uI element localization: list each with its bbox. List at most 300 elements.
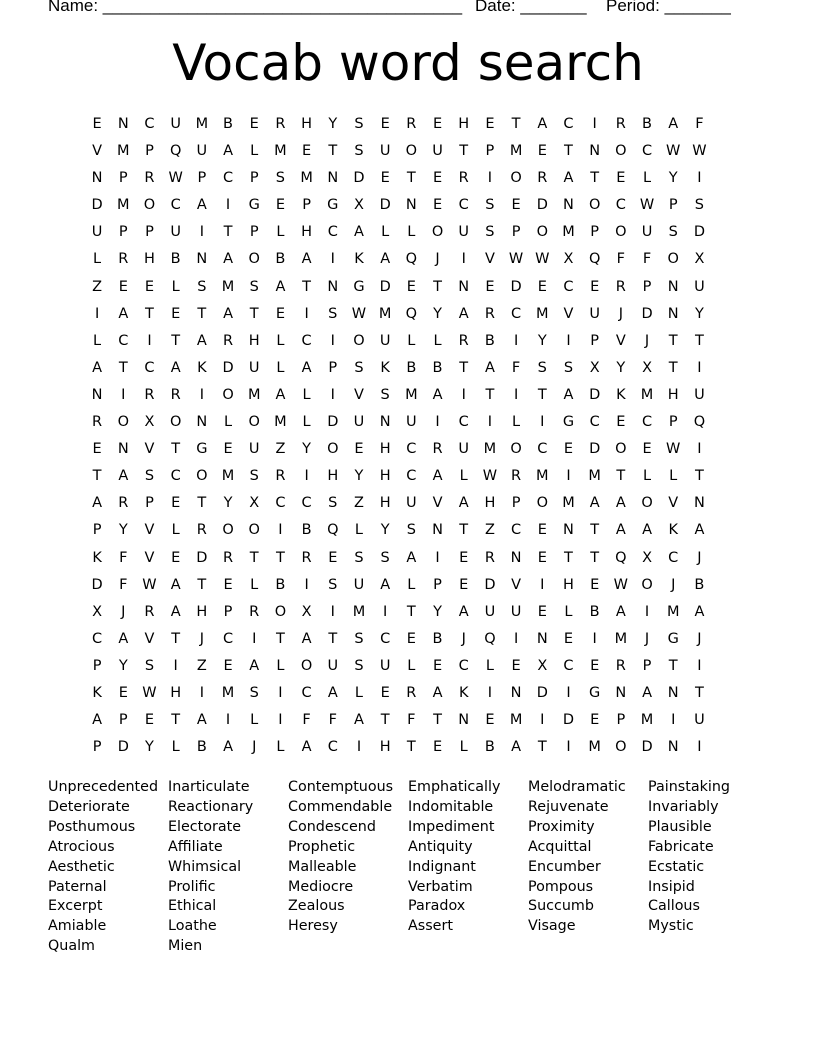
grid-letter: I: [671, 712, 676, 729]
grid-letter: A: [118, 468, 129, 485]
grid-letter: T: [433, 712, 442, 729]
vocab-word: Posthumous: [48, 818, 136, 835]
grid-row: [84, 436, 713, 463]
vocab-word: Ecstatic: [648, 858, 705, 875]
grid-letter: C: [301, 684, 312, 701]
grid-letter: S: [354, 630, 364, 647]
grid-row: [84, 599, 713, 626]
grid-letter: E: [537, 603, 547, 620]
vocab-word: Plausible: [648, 818, 712, 835]
grid-letter: E: [459, 576, 469, 593]
grid-letter: I: [513, 332, 519, 349]
grid-letter: T: [668, 332, 678, 349]
grid-letter: V: [354, 386, 364, 403]
grid-letter: C: [275, 495, 286, 512]
grid-letter: Y: [354, 468, 364, 485]
grid-letter: E: [563, 630, 574, 647]
grid-letter: A: [170, 359, 181, 376]
grid-letter: I: [461, 386, 466, 403]
vocab-word: Fabricate: [648, 838, 714, 855]
grid-letter: A: [170, 576, 181, 593]
vocab-word: Qualm: [48, 938, 95, 955]
grid-letter: S: [144, 657, 155, 674]
grid-letter: U: [641, 224, 653, 241]
grid-letter: X: [144, 414, 155, 431]
word-column: [528, 778, 648, 957]
grid-letter: R: [144, 386, 155, 403]
vocab-word: Loathe: [168, 918, 217, 935]
grid-letter: A: [458, 603, 469, 620]
grid-letter: T: [459, 359, 469, 376]
grid-letter: I: [330, 251, 335, 268]
grid-letter: U: [379, 657, 391, 674]
grid-letter: K: [92, 549, 102, 566]
grid-letter: L: [512, 414, 521, 431]
vocab-word: Proximity: [528, 818, 595, 835]
grid-letter: U: [170, 224, 181, 241]
grid-letter: U: [196, 143, 208, 160]
grid-letter: L: [276, 739, 285, 756]
vocab-word: Invariably: [648, 798, 719, 815]
grid-letter: S: [275, 170, 286, 187]
grid-letter: L: [276, 657, 285, 674]
grid-letter: A: [458, 495, 469, 512]
grid-letter: E: [590, 278, 600, 295]
grid-letter: T: [485, 386, 495, 403]
grid-letter: D: [589, 441, 601, 458]
grid-letter: C: [641, 414, 653, 431]
grid-letter: C: [327, 739, 338, 756]
grid-letter: S: [354, 116, 364, 132]
grid-letter: W: [508, 251, 524, 268]
grid-letter: H: [563, 576, 574, 593]
grid-letter: I: [461, 251, 466, 268]
grid-letter: A: [223, 251, 233, 268]
grid-letter: W: [535, 251, 550, 268]
grid-letter: S: [197, 278, 207, 295]
grid-letter: I: [383, 603, 388, 620]
grid-letter: J: [121, 603, 126, 620]
grid-letter: P: [92, 739, 102, 756]
vocab-word: Excerpt: [48, 898, 103, 915]
grid-letter: K: [354, 251, 364, 268]
grid-letter: L: [459, 468, 468, 485]
grid-letter: L: [171, 739, 180, 756]
vocab-word: Prophetic: [288, 838, 356, 855]
grid-letter: I: [435, 549, 440, 566]
vocab-word: Atrocious: [48, 838, 115, 855]
grid-letter: O: [353, 332, 365, 349]
grid-letter: R: [458, 332, 469, 349]
grid-letter: I: [566, 684, 571, 701]
grid-letter: S: [354, 359, 364, 376]
grid-letter: E: [249, 116, 259, 132]
grid-letter: I: [592, 116, 597, 132]
grid-row: [84, 111, 713, 138]
grid-letter: R: [144, 603, 155, 620]
grid-letter: A: [170, 603, 181, 620]
grid-letter: E: [328, 549, 338, 566]
grid-letter: L: [407, 224, 416, 241]
grid-letter: E: [380, 116, 390, 132]
grid-row: [84, 572, 713, 599]
grid-letter: N: [667, 305, 679, 322]
grid-letter: A: [380, 251, 391, 268]
grid-letter: Y: [694, 305, 704, 322]
grid-letter: H: [379, 739, 391, 756]
grid-letter: S: [328, 495, 338, 512]
grid-letter: A: [511, 739, 522, 756]
grid-letter: E: [432, 170, 443, 187]
grid-row: [84, 138, 713, 165]
grid-letter: P: [249, 170, 259, 187]
grid-letter: Y: [380, 522, 390, 539]
vocab-word: Amiable: [48, 918, 107, 935]
grid-letter: P: [118, 224, 128, 241]
grid-letter: A: [484, 359, 495, 376]
grid-letter: T: [249, 305, 259, 322]
word-column: [288, 778, 408, 957]
grid-letter: L: [276, 359, 285, 376]
grid-letter: A: [615, 495, 626, 512]
grid-letter: Y: [118, 522, 128, 539]
grid-letter: I: [356, 739, 362, 756]
grid-letter: T: [249, 549, 259, 566]
grid-letter: K: [197, 359, 207, 376]
grid-letter: D: [562, 712, 575, 729]
grid-letter: S: [144, 468, 155, 485]
grid-letter: M: [352, 603, 366, 620]
grid-letter: E: [223, 657, 233, 674]
grid-row: [84, 355, 713, 382]
grid-letter: J: [697, 549, 702, 566]
vocab-word: Condescend: [288, 818, 376, 835]
grid-letter: B: [196, 739, 207, 756]
grid-letter: E: [92, 441, 102, 458]
grid-letter: G: [327, 197, 339, 214]
grid-letter: R: [118, 495, 129, 512]
grid-letter: V: [563, 305, 574, 322]
grid-letter: P: [616, 712, 626, 729]
grid-letter: A: [694, 522, 705, 539]
grid-letter: O: [615, 224, 627, 241]
grid-letter: E: [590, 576, 600, 593]
grid-letter: A: [615, 522, 626, 539]
grid-row: [84, 545, 713, 572]
grid-letter: C: [563, 116, 574, 132]
grid-letter: F: [328, 712, 337, 729]
grid-letter: I: [278, 712, 283, 729]
grid-letter: T: [197, 305, 207, 322]
grid-letter: A: [380, 576, 391, 593]
grid-letter: U: [327, 657, 339, 674]
grid-letter: H: [170, 684, 182, 701]
grid-letter: M: [378, 305, 392, 322]
grid-letter: B: [406, 359, 417, 376]
grid-letter: H: [301, 224, 313, 241]
grid-letter: Z: [92, 278, 103, 295]
grid-letter: I: [435, 414, 440, 431]
grid-letter: L: [433, 332, 442, 349]
grid-letter: Y: [145, 739, 154, 756]
grid-letter: I: [697, 359, 702, 376]
grid-letter: L: [407, 332, 416, 349]
grid-letter: I: [697, 170, 702, 187]
grid-letter: A: [196, 332, 207, 349]
grid-letter: S: [485, 224, 495, 241]
grid-letter: O: [510, 441, 522, 458]
grid-letter: D: [484, 576, 496, 593]
vocab-word: Emphatically: [408, 779, 501, 795]
grid-letter: P: [590, 224, 600, 241]
grid-letter: N: [536, 630, 548, 647]
grid-letter: L: [302, 386, 311, 403]
grid-letter: E: [590, 712, 600, 729]
grid-letter: N: [405, 197, 417, 214]
grid-letter: R: [458, 170, 469, 187]
grid-letter: R: [484, 305, 495, 322]
grid-letter: I: [487, 684, 493, 701]
grid-letter: V: [144, 441, 155, 458]
grid-letter: C: [511, 522, 522, 539]
grid-letter: M: [247, 386, 261, 403]
grid-letter: U: [510, 603, 522, 620]
grid-letter: T: [171, 441, 181, 458]
grid-letter: N: [510, 684, 522, 701]
grid-letter: A: [92, 359, 103, 376]
grid-letter: Y: [302, 441, 312, 458]
grid-letter: N: [327, 170, 339, 187]
grid-letter: S: [249, 684, 259, 701]
grid-letter: C: [458, 197, 469, 214]
grid-row: [84, 490, 713, 517]
name-field-label: Name: ______________________________________: [48, 0, 463, 15]
grid-letter: P: [485, 143, 495, 160]
grid-letter: O: [405, 143, 418, 160]
grid-letter: S: [563, 359, 574, 376]
grid-letter: O: [248, 522, 260, 539]
grid-letter: W: [666, 441, 681, 458]
grid-letter: I: [304, 305, 309, 322]
vocab-word: Ethical: [168, 898, 217, 915]
grid-letter: X: [354, 197, 364, 214]
grid-letter: A: [406, 549, 417, 566]
grid-letter: C: [170, 468, 181, 485]
grid-row: [84, 626, 713, 653]
grid-letter: C: [144, 359, 155, 376]
grid-letter: I: [304, 576, 309, 593]
grid-letter: N: [327, 278, 339, 295]
grid-letter: J: [461, 630, 466, 647]
grid-letter: Q: [484, 630, 496, 647]
grid-letter: P: [118, 712, 128, 729]
grid-letter: X: [249, 495, 260, 512]
vocab-word: Heresy: [288, 918, 338, 935]
grid-row: [84, 463, 713, 490]
grid-letter: R: [196, 522, 207, 539]
grid-row: [84, 165, 713, 192]
grid-letter: E: [590, 657, 600, 674]
vocab-word: Reactionary: [168, 798, 254, 815]
grid-letter: D: [117, 739, 129, 756]
vocab-word: Melodramatic: [528, 779, 626, 795]
grid-letter: E: [380, 170, 390, 187]
grid-letter: E: [511, 197, 521, 214]
grid-letter: R: [222, 549, 234, 566]
grid-letter: C: [144, 116, 155, 132]
grid-letter: I: [199, 386, 204, 403]
grid-letter: A: [223, 739, 233, 756]
grid-letter: C: [301, 332, 312, 349]
grid-letter: H: [248, 332, 260, 349]
grid-letter: O: [248, 251, 260, 268]
grid-letter: E: [354, 441, 364, 458]
vocab-word: Malleable: [288, 858, 357, 875]
grid-letter: T: [92, 468, 102, 485]
grid-letter: C: [406, 441, 417, 458]
grid-letter: T: [223, 224, 233, 241]
grid-letter: P: [642, 278, 652, 295]
grid-letter: A: [694, 603, 705, 620]
grid-letter: H: [484, 495, 496, 512]
grid-letter: O: [222, 522, 234, 539]
grid-letter: T: [511, 116, 521, 132]
grid-letter: C: [301, 495, 312, 512]
grid-letter: Z: [196, 657, 207, 674]
grid-letter: S: [354, 549, 364, 566]
grid-letter: P: [92, 522, 102, 539]
grid-letter: C: [511, 305, 522, 322]
grid-letter: O: [196, 468, 208, 485]
grid-letter: I: [147, 332, 152, 349]
grid-letter: E: [432, 657, 443, 674]
grid-letter: K: [616, 386, 626, 403]
grid-letter: A: [301, 630, 312, 647]
grid-letter: L: [564, 603, 573, 620]
grid-letter: L: [171, 278, 180, 295]
grid-letter: O: [641, 495, 653, 512]
grid-letter: E: [171, 549, 181, 566]
word-column: [408, 778, 528, 957]
grid-letter: I: [94, 305, 100, 322]
grid-letter: M: [483, 441, 497, 458]
grid-letter: N: [117, 441, 129, 458]
grid-letter: O: [615, 143, 627, 160]
grid-letter: R: [484, 549, 495, 566]
grid-letter: X: [537, 657, 548, 674]
grid-letter: A: [668, 116, 679, 132]
grid-letter: A: [118, 305, 129, 322]
grid-letter: Y: [118, 657, 128, 674]
grid-letter: E: [432, 116, 443, 132]
grid-row: [84, 409, 713, 436]
grid-letter: U: [353, 414, 365, 431]
vocab-word: Rejuvenate: [528, 798, 609, 815]
grid-letter: T: [537, 386, 547, 403]
grid-letter: L: [354, 684, 364, 701]
grid-letter: M: [536, 305, 549, 322]
vocab-word: Mediocre: [288, 878, 354, 895]
grid-letter: I: [252, 630, 257, 647]
grid-letter: Y: [433, 603, 442, 620]
vocab-word: Whimsical: [168, 858, 242, 875]
grid-letter: U: [484, 603, 496, 620]
grid-letter: B: [589, 603, 600, 620]
grid-letter: C: [222, 630, 234, 647]
grid-letter: P: [328, 359, 338, 376]
grid-letter: I: [697, 441, 702, 458]
grid-letter: O: [300, 657, 313, 674]
letter-grid: [84, 111, 713, 761]
grid-letter: O: [615, 739, 627, 756]
grid-letter: R: [222, 332, 234, 349]
grid-letter: E: [485, 116, 495, 132]
grid-letter: D: [379, 197, 391, 214]
grid-letter: A: [537, 116, 548, 132]
grid-letter: Q: [405, 251, 418, 268]
grid-letter: L: [223, 414, 233, 431]
grid-letter: A: [196, 197, 207, 214]
grid-letter: A: [301, 251, 312, 268]
word-column: [168, 778, 288, 957]
grid-letter: G: [353, 278, 365, 295]
grid-letter: N: [432, 522, 443, 539]
grid-letter: E: [406, 630, 416, 647]
grid-letter: Z: [275, 441, 286, 458]
grid-letter: N: [693, 495, 705, 512]
grid-letter: P: [433, 576, 442, 593]
grid-letter: G: [589, 684, 601, 701]
grid-letter: C: [406, 468, 417, 485]
grid-letter: E: [563, 441, 574, 458]
grid-row: [84, 734, 713, 761]
grid-letter: I: [199, 684, 204, 701]
grid-letter: C: [380, 630, 391, 647]
grid-letter: I: [330, 603, 335, 620]
grid-letter: E: [171, 305, 181, 322]
grid-letter: D: [91, 576, 103, 593]
grid-letter: P: [118, 170, 128, 187]
grid-letter: A: [301, 739, 312, 756]
grid-letter: J: [697, 630, 702, 647]
grid-row: [84, 707, 713, 734]
grid-letter: C: [170, 197, 181, 214]
grid-letter: C: [563, 278, 574, 295]
vocab-word: Indomitable: [408, 798, 494, 815]
grid-letter: Y: [537, 332, 547, 349]
grid-letter: C: [92, 630, 103, 647]
grid-letter: U: [589, 305, 600, 322]
grid-letter: I: [278, 684, 283, 701]
grid-letter: Q: [169, 143, 182, 160]
grid-letter: U: [458, 441, 470, 458]
grid-letter: E: [537, 522, 547, 539]
grid-letter: N: [379, 414, 391, 431]
grid-letter: M: [221, 684, 235, 701]
grid-letter: A: [354, 224, 364, 241]
grid-letter: G: [196, 441, 208, 458]
grid-letter: X: [301, 603, 312, 620]
grid-letter: W: [142, 576, 157, 593]
grid-letter: X: [92, 603, 103, 620]
vocab-word: Pompous: [528, 878, 594, 895]
grid-letter: E: [485, 278, 495, 295]
grid-letter: R: [615, 116, 626, 132]
grid-letter: E: [459, 549, 469, 566]
grid-letter: V: [432, 495, 443, 512]
grid-letter: T: [616, 468, 626, 485]
grid-letter: K: [380, 359, 390, 376]
